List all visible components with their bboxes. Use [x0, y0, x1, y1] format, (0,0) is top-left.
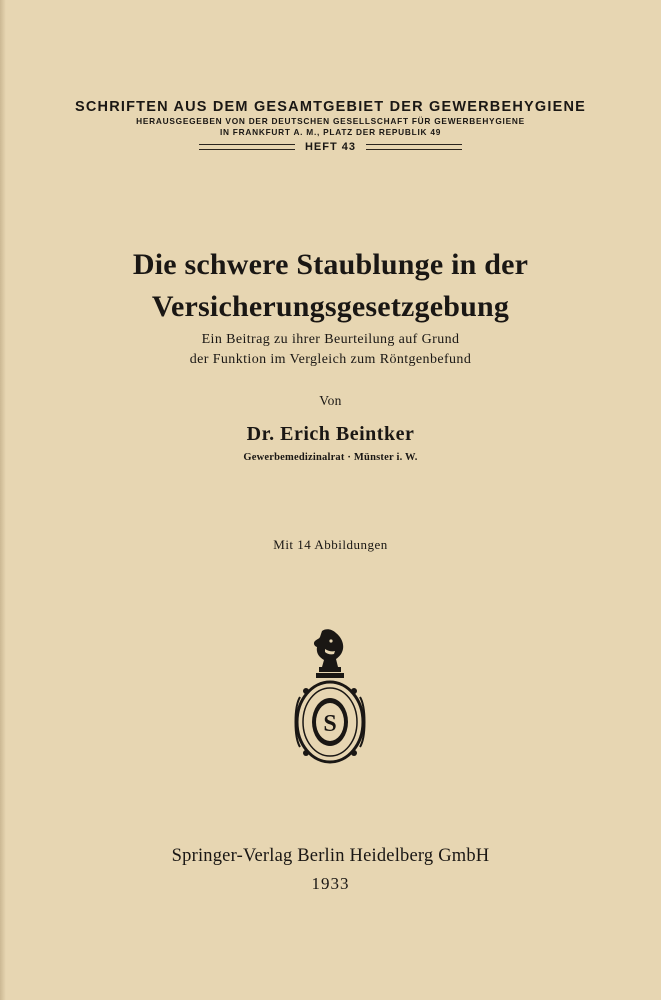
book-title-line-2: Versicherungsgesetzgebung	[151, 290, 510, 323]
series-address-line: IN FRANKFURT A. M., PLATZ DER REPUBLIK 49	[219, 127, 442, 137]
emblem-letter: S	[323, 711, 337, 737]
issue-rule-left	[199, 144, 295, 150]
book-subtitle-line-1: Ein Beitrag zu ihrer Beurteilung auf Grund	[201, 332, 460, 347]
book-title-line-1: Die schwere Staublunge in der	[132, 248, 529, 281]
book-title	[0, 244, 661, 328]
issue-rule-right	[366, 144, 462, 150]
springer-knight-emblem-icon	[292, 627, 368, 767]
book-subtitle-line-2: der Funktion im Vergleich zum Röntgenbefund	[189, 352, 472, 367]
issue-number: HEFT 43	[304, 141, 356, 153]
book-subtitle	[0, 330, 661, 370]
issue-row	[0, 141, 661, 153]
series-header	[0, 98, 661, 153]
illustrations-note: Mit 14 Abbildungen	[273, 537, 388, 552]
author-affiliation: Gewerbemedizinalrat · Münster i. W.	[243, 452, 418, 463]
by-label: Von	[319, 393, 342, 408]
publisher-name: Springer-Verlag Berlin Heidelberg GmbH	[171, 846, 490, 866]
series-editor-line: HERAUSGEGEBEN VON DER DEUTSCHEN GESELLSCHAFT FÜR GEWERBEHYGIENE	[136, 116, 525, 126]
series-title: SCHRIFTEN AUS DEM GESAMTGEBIET DER GEWERBEHYGIENE	[74, 99, 587, 115]
publication-year: 1933	[311, 874, 350, 893]
author-name: Dr. Erich Beintker	[246, 423, 415, 445]
